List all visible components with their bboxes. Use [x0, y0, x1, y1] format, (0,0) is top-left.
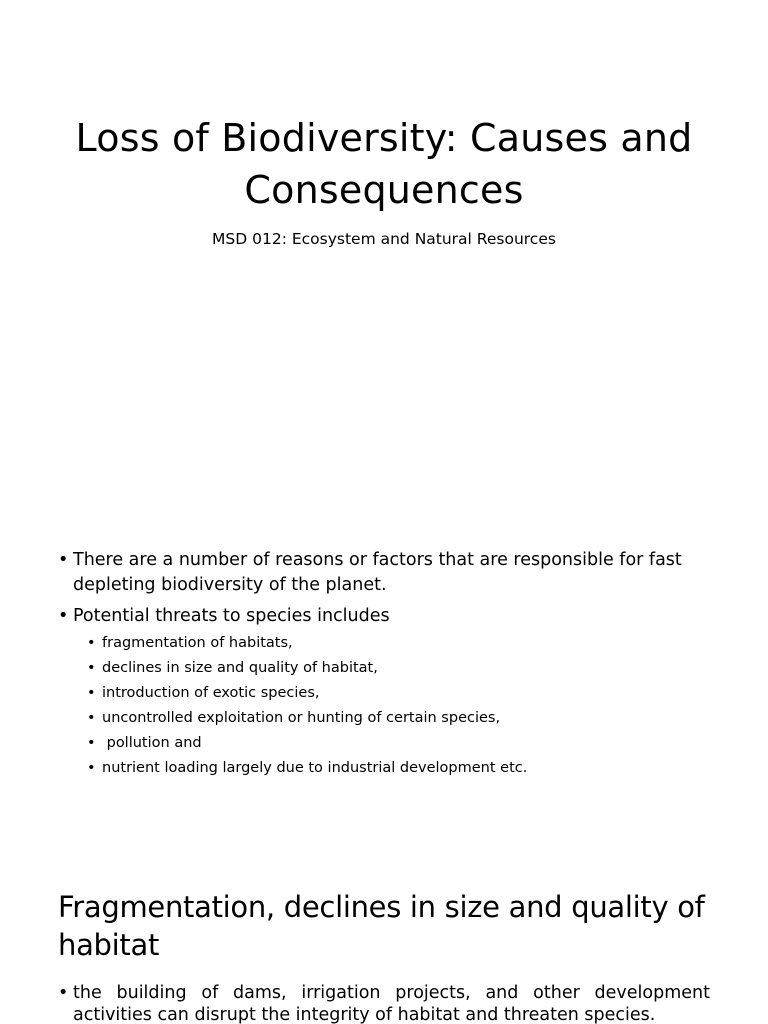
- sub-bullet-list: [87, 631, 718, 781]
- slide-threats: [0, 520, 768, 850]
- sub-bullet-item: [87, 656, 718, 681]
- bullet-item: [58, 548, 718, 597]
- sub-bullet-item: [87, 681, 718, 706]
- bullet-text: Potential threats to species includes: [73, 606, 390, 626]
- bullet-marker: •: [58, 606, 69, 626]
- slide-heading: Fragmentation, declines in size and quality of habitat: [58, 890, 705, 962]
- bullet-marker: •: [87, 684, 96, 701]
- bullet-marker: •: [58, 550, 69, 570]
- bullet-list: [58, 982, 710, 1024]
- sub-bullet-text: fragmentation of habitats,: [102, 634, 293, 651]
- sub-bullet-item: [87, 731, 718, 756]
- slide-subtitle: MSD 012: Ecosystem and Natural Resources: [212, 230, 556, 248]
- sub-bullet-item: [87, 631, 718, 656]
- bullet-marker: •: [87, 659, 96, 676]
- bullet-text: There are a number of reasons or factors that are responsible for fast depleting biodiversity of the planet.: [73, 550, 682, 595]
- slide-title-heading: Loss of Biodiversity: Causes and Consequences: [75, 116, 693, 212]
- sub-bullet-item: [87, 706, 718, 731]
- bullet-text: the building of dams, irrigation projects, and other development activities can disrupt the integrity of habitat and threaten species.: [73, 983, 710, 1024]
- sub-bullet-item: [87, 756, 718, 781]
- bullet-item: [58, 604, 718, 781]
- bullet-marker: •: [87, 734, 96, 751]
- slide-fragmentation: [0, 850, 768, 1024]
- bullet-marker: •: [87, 634, 96, 651]
- sub-bullet-text: nutrient loading largely due to industrial development etc.: [102, 759, 528, 776]
- sub-bullet-text: pollution and: [102, 734, 202, 751]
- bullet-marker: •: [87, 709, 96, 726]
- bullet-marker: •: [87, 759, 96, 776]
- sub-bullet-text: declines in size and quality of habitat,: [102, 659, 378, 676]
- bullet-list: [58, 548, 718, 788]
- bullet-marker: •: [58, 983, 69, 1003]
- sub-bullet-text: introduction of exotic species,: [102, 684, 320, 701]
- bullet-item: [58, 982, 710, 1024]
- sub-bullet-text: uncontrolled exploitation or hunting of certain species,: [102, 709, 501, 726]
